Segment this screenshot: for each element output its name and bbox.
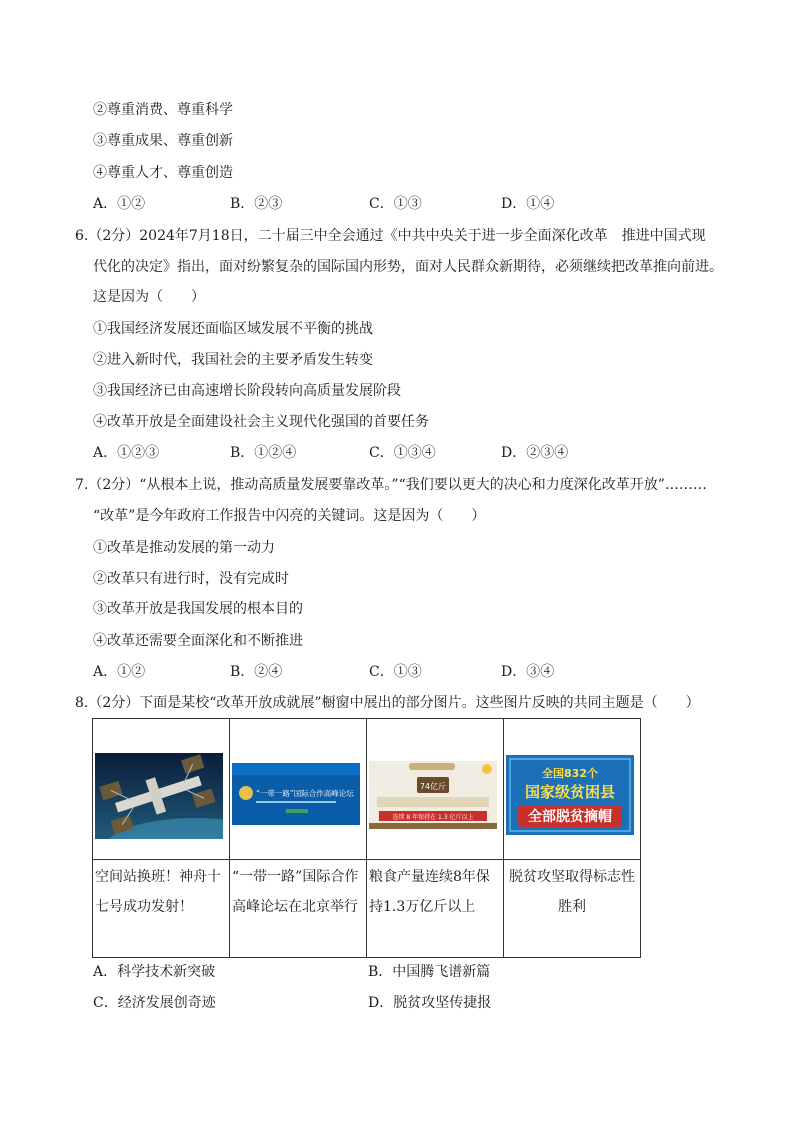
poverty-line-2: 国家级贫困县	[524, 783, 616, 801]
q5-option-d[interactable]: D．①④	[501, 196, 555, 212]
belt-road-forum-image	[232, 753, 360, 839]
grain-badge-text: 74亿斤	[419, 782, 447, 791]
q8-option-a[interactable]: A．科学技术新突破	[93, 964, 216, 980]
q5-item-4: ④尊重人才、尊重创造	[93, 165, 233, 181]
poverty-alleviation-image	[506, 753, 634, 839]
q6-stem-line-2: 代化的决定》指出，面对纷繁复杂的国际国内形势，面对人民群众新期待，必须继续把改革推向前进。	[93, 259, 723, 275]
q7-option-d[interactable]: D．③④	[501, 664, 555, 680]
q8-caption-4: 脱贫攻坚取得标志性胜利	[509, 869, 635, 915]
q6-item-2: ②进入新时代，我国社会的主要矛盾发生转变	[93, 352, 373, 368]
q8-image-cell-3	[367, 719, 504, 860]
grain-output-image	[369, 753, 497, 839]
q6-option-d[interactable]: D．②③④	[501, 445, 569, 461]
q7-item-4: ④改革还需要全面深化和不断推进	[93, 633, 303, 649]
q5-item-3: ③尊重成果、尊重创新	[93, 133, 233, 149]
q6-option-c[interactable]: C．①③④	[369, 445, 436, 461]
q6-stem-line-1: 6.（2分）2024年7月18日，二十届三中全会通过《中共中央关于进一步全面深化改革 推进中国式现	[75, 228, 706, 244]
grain-band-text: 连续 8 年保持在 1.3 亿斤以上	[392, 814, 474, 821]
q8-caption-cell-2	[230, 860, 367, 958]
q5-option-b[interactable]: B．②③	[230, 196, 283, 212]
q6-item-1: ①我国经济发展还面临区域发展不平衡的挑战	[93, 321, 373, 337]
q8-image-cell-4	[504, 719, 641, 860]
q8-options-row-1	[93, 963, 713, 981]
q7-option-c[interactable]: C．①③	[369, 664, 422, 680]
q5-option-a[interactable]: A．①②	[93, 196, 146, 212]
poverty-line-1: 全国832个	[542, 767, 598, 780]
q8-picture-table	[92, 718, 641, 958]
q8-image-cell-2	[230, 719, 367, 860]
q8-caption-cell-3	[367, 860, 504, 958]
q8-stem-line-1: 8.（2分）下面是某校“改革开放成就展”橱窗中展出的部分图片。这些图片反映的共同主题是（ ）	[75, 695, 700, 711]
space-station-image	[95, 753, 223, 839]
q5-options	[93, 195, 713, 213]
q8-caption-cell-4	[504, 860, 641, 958]
q7-option-b[interactable]: B．②④	[230, 664, 283, 680]
q6-options	[93, 444, 713, 462]
q8-caption-1: 空间站换班！神舟十七号成功发射！	[95, 869, 221, 915]
poverty-line-3: 全部脱贫摘帽	[528, 809, 612, 825]
q8-option-b[interactable]: B．中国腾飞谱新篇	[368, 964, 491, 980]
q6-item-4: ④改革开放是全面建设社会主义现代化强国的首要任务	[93, 414, 429, 430]
q8-image-cell-1	[93, 719, 230, 860]
q6-option-b[interactable]: B．①②④	[230, 445, 297, 461]
q7-item-2: ②改革只有进行时，没有完成时	[93, 571, 289, 587]
q7-option-a[interactable]: A．①②	[93, 664, 146, 680]
q5-option-c[interactable]: C．①③	[369, 196, 422, 212]
q7-stem-line-1: 7.（2分）“从根本上说，推动高质量发展要靠改革。”“我们要以更大的决心和力度深化改革开放”………	[75, 477, 707, 493]
q8-option-c[interactable]: C．经济发展创奇迹	[93, 995, 216, 1011]
q8-caption-2: “一带一路”国际合作高峰论坛在北京举行	[232, 869, 359, 915]
forum-banner-text: “一带一路”国际合作高峰论坛	[256, 789, 354, 798]
q7-options	[93, 663, 713, 681]
q7-stem-line-2: “改革”是今年政府工作报告中闪亮的关键词。这是因为（ ）	[93, 508, 486, 524]
q7-item-3: ③改革开放是我国发展的根本目的	[93, 601, 303, 617]
q6-stem-line-3: 这是因为（ ）	[93, 289, 205, 305]
q6-option-a[interactable]: A．①②③	[93, 445, 160, 461]
q5-item-2: ②尊重消费、尊重科学	[93, 102, 233, 118]
q8-options-row-2	[93, 994, 713, 1012]
q8-option-d[interactable]: D．脱贫攻坚传捷报	[368, 995, 492, 1011]
q8-caption-cell-1	[93, 860, 230, 958]
q8-caption-3: 粮食产量连续8年保持1.3万亿斤以上	[369, 869, 490, 915]
q7-item-1: ①改革是推动发展的第一动力	[93, 540, 275, 556]
q6-item-3: ③我国经济已由高速增长阶段转向高质量发展阶段	[93, 383, 401, 399]
